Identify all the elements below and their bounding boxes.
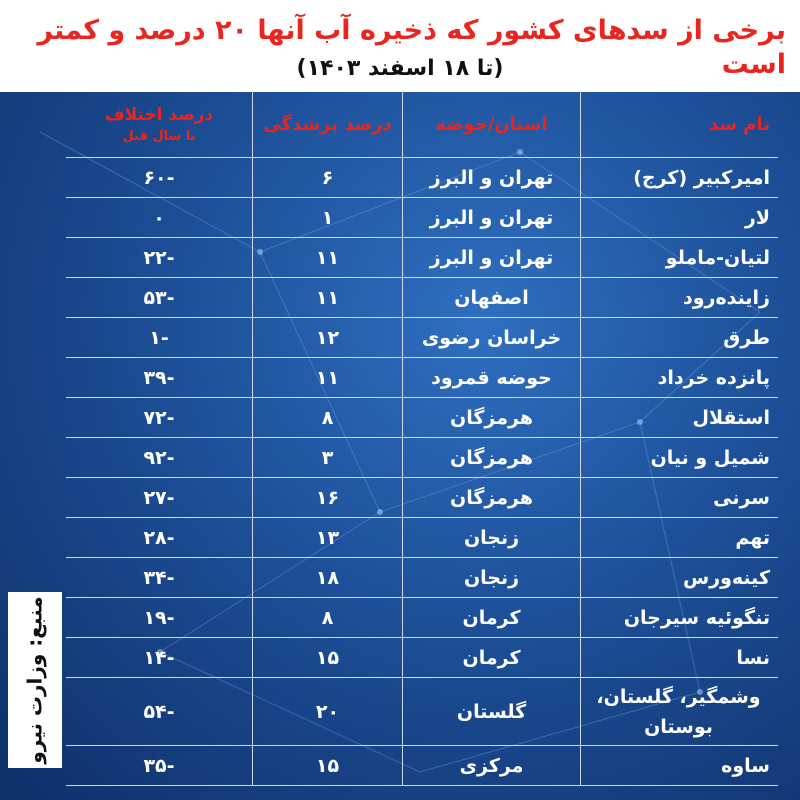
dam-fill: ۱۱ bbox=[252, 278, 402, 317]
dam-fill: ۱۱ bbox=[252, 358, 402, 397]
dam-fill: ۸ bbox=[252, 598, 402, 637]
dam-diff: -۵۳ bbox=[143, 286, 175, 309]
dam-name: ساوه bbox=[580, 746, 778, 785]
dam-diff: -۵۴ bbox=[143, 700, 175, 723]
dam-province: کرمان bbox=[402, 598, 580, 637]
dam-name: پانزده خرداد bbox=[580, 358, 778, 397]
table-row bbox=[66, 398, 778, 438]
dam-name: کینه‌ورس bbox=[580, 558, 778, 597]
dam-fill: ۲۰ bbox=[252, 678, 402, 745]
header-province: استان/حوضه bbox=[402, 92, 580, 157]
dam-diff: -۷۲ bbox=[143, 406, 175, 429]
dam-diff: -۳۵ bbox=[143, 754, 175, 777]
dam-name: لار bbox=[580, 198, 778, 237]
dam-name: تنگوئیه سیرجان bbox=[580, 598, 778, 637]
dam-name: نسا bbox=[580, 638, 778, 677]
dam-province: تهران و البرز bbox=[402, 198, 580, 237]
dam-fill: ۱۲ bbox=[252, 318, 402, 357]
dam-fill: ۱۱ bbox=[252, 238, 402, 277]
table-row bbox=[66, 558, 778, 598]
dam-province: زنجان bbox=[402, 518, 580, 557]
dam-diff: -۹۲ bbox=[143, 446, 175, 469]
dam-province: خراسان رضوی bbox=[402, 318, 580, 357]
dam-fill: ۱۵ bbox=[252, 638, 402, 677]
dam-diff: -۶۰ bbox=[143, 166, 175, 189]
dam-diff: -۳۴ bbox=[143, 566, 175, 589]
dam-province: کرمان bbox=[402, 638, 580, 677]
dam-name: لتیان-ماملو bbox=[580, 238, 778, 277]
dam-diff: -۱۴ bbox=[143, 646, 175, 669]
dam-name: زاینده‌رود bbox=[580, 278, 778, 317]
title-box bbox=[0, 0, 800, 92]
table-row bbox=[66, 638, 778, 678]
dam-province: هرمزگان bbox=[402, 398, 580, 437]
dam-name: استقلال bbox=[580, 398, 778, 437]
dam-province: هرمزگان bbox=[402, 438, 580, 477]
dam-province: زنجان bbox=[402, 558, 580, 597]
table-row bbox=[66, 198, 778, 238]
dam-fill: ۸ bbox=[252, 398, 402, 437]
table-row bbox=[66, 518, 778, 558]
dam-name: شمیل و نیان bbox=[580, 438, 778, 477]
dam-fill: ۱ bbox=[252, 198, 402, 237]
header-diff-line2: با سال قبل bbox=[122, 129, 196, 144]
dam-diff: ۰ bbox=[153, 206, 165, 229]
table-row bbox=[66, 678, 778, 746]
dam-name: طرق bbox=[580, 318, 778, 357]
dam-province: تهران و البرز bbox=[402, 158, 580, 197]
table-row bbox=[66, 238, 778, 278]
header-name: نام سد bbox=[580, 92, 778, 157]
dam-diff: -۳۹ bbox=[143, 366, 175, 389]
table-row bbox=[66, 478, 778, 518]
dam-province: هرمزگان bbox=[402, 478, 580, 517]
source-text: منبع: وزارت نیرو bbox=[23, 596, 48, 764]
dam-diff: -۱ bbox=[149, 326, 169, 349]
dam-province: مرکزی bbox=[402, 746, 580, 785]
table-row bbox=[66, 746, 778, 786]
table-row bbox=[66, 358, 778, 398]
header-diff bbox=[66, 92, 252, 157]
title-line-1: برخی از سدهای کشور که ذخیره آب آنها ۲۰ درصد و کمتر است bbox=[37, 15, 786, 80]
dam-diff: -۲۷ bbox=[143, 486, 175, 509]
header-diff-line1: درصد اختلاف bbox=[104, 105, 214, 125]
dams-table bbox=[66, 92, 778, 800]
table-row bbox=[66, 438, 778, 478]
dam-fill: ۳ bbox=[252, 438, 402, 477]
dam-diff: -۱۹ bbox=[143, 606, 175, 629]
title-line-2: (تا ۱۸ اسفند ۱۴۰۳) bbox=[296, 56, 504, 81]
table-row bbox=[66, 598, 778, 638]
dam-name: وشمگیر، گلستان، بوستان bbox=[580, 678, 778, 745]
dam-name: سرنی bbox=[580, 478, 778, 517]
table-row bbox=[66, 278, 778, 318]
dam-name: تهم bbox=[580, 518, 778, 557]
dam-diff: -۲۲ bbox=[143, 246, 175, 269]
dam-fill: ۱۶ bbox=[252, 478, 402, 517]
dam-name: امیرکبیر (کرج) bbox=[580, 158, 778, 197]
dam-fill: ۶ bbox=[252, 158, 402, 197]
dam-fill: ۱۸ bbox=[252, 558, 402, 597]
table-header bbox=[66, 92, 778, 158]
dam-fill: ۱۳ bbox=[252, 518, 402, 557]
dam-fill: ۱۵ bbox=[252, 746, 402, 785]
header-fill: درصد پرشدگی bbox=[252, 92, 402, 157]
dam-province: اصفهان bbox=[402, 278, 580, 317]
source-label bbox=[8, 592, 62, 768]
table-row bbox=[66, 318, 778, 358]
dam-diff: -۲۸ bbox=[143, 526, 175, 549]
table-row bbox=[66, 158, 778, 198]
dam-province: گلستان bbox=[402, 678, 580, 745]
dam-province: حوضه قمرود bbox=[402, 358, 580, 397]
dam-province: تهران و البرز bbox=[402, 238, 580, 277]
